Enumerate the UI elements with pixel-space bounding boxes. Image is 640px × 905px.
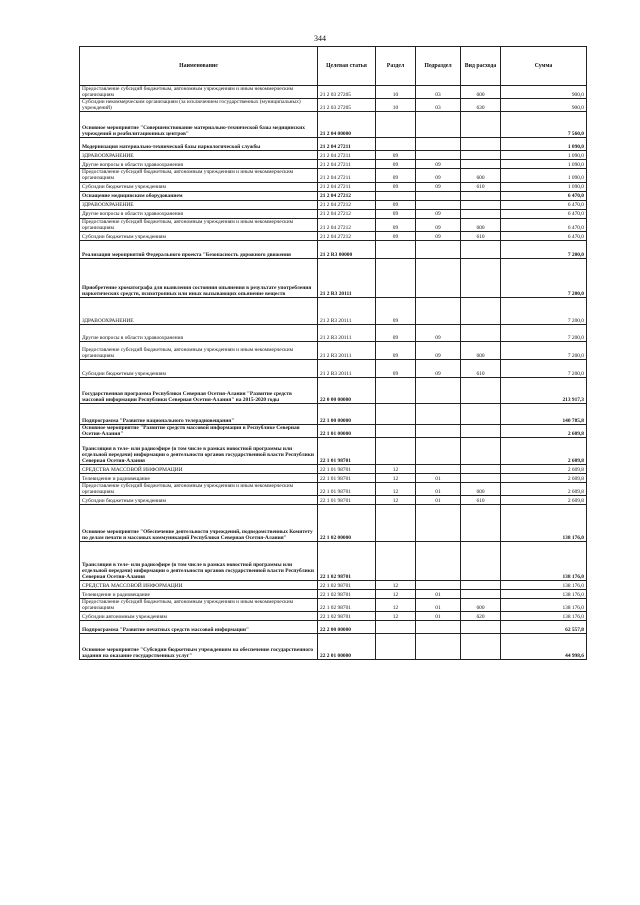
cell-expense-type — [461, 581, 501, 590]
cell-section — [376, 542, 416, 581]
cell-subsection: 09 — [416, 231, 461, 240]
cell-sum: 6 470,0 — [501, 200, 587, 209]
cell-target-article: 22 0 00 00000 — [318, 377, 376, 403]
table-row — [80, 138, 587, 151]
table-row — [80, 599, 587, 612]
cell-sum: 7 200,0 — [501, 258, 587, 297]
cell-name: Подпрограмма "Развитие печатных средств массовой информации" — [80, 621, 318, 634]
table-row — [80, 590, 587, 599]
cell-target-article: 21 2 R3 20111 — [318, 258, 376, 297]
cell-name: ЗДРАВООХРАНЕНИЕ — [80, 151, 318, 160]
cell-name: Телевидение и радиовещание — [80, 473, 318, 482]
table-row — [80, 324, 587, 341]
cell-target-article: 21 2 R3 20111 — [318, 341, 376, 359]
cell-target-article: 21 2 R3 20111 — [318, 359, 376, 377]
cell-name: Предоставление субсидий бюджетным, автономным учреждениям и иным некоммерческим организациям — [80, 86, 318, 99]
cell-section: 09 — [376, 209, 416, 218]
cell-section: 09 — [376, 341, 416, 359]
cell-name: Основное мероприятие "Обеспечение деятельности учреждений, подведомственных Комитету по делам печати и массовых коммуникаций Республики Северная Осетия-Алания" — [80, 505, 318, 542]
table-row — [80, 359, 587, 377]
cell-subsection — [416, 505, 461, 542]
cell-subsection — [416, 464, 461, 473]
cell-sum: 2 609,8 — [501, 496, 587, 505]
cell-section: 09 — [376, 169, 416, 182]
cell-section — [376, 138, 416, 151]
cell-sum: 140 785,8 — [501, 403, 587, 424]
table-row — [80, 377, 587, 403]
cell-name: Субсидии автономным учреждениям — [80, 612, 318, 621]
cell-section: 09 — [376, 151, 416, 160]
cell-subsection — [416, 191, 461, 200]
cell-name: Основное мероприятие "Развитие средств массовой информации в Республике Северная Осетия-Алания" — [80, 424, 318, 437]
cell-name: Субсидии бюджетным учреждениям — [80, 231, 318, 240]
cell-section: 09 — [376, 160, 416, 169]
cell-expense-type — [461, 464, 501, 473]
cell-section — [376, 112, 416, 138]
cell-subsection — [416, 581, 461, 590]
cell-target-article: 21 2 04 27211 — [318, 182, 376, 191]
cell-name: Предоставление субсидий бюджетным, автономным учреждениям и иным некоммерческим организациям — [80, 482, 318, 495]
table-row — [80, 99, 587, 112]
table-row — [80, 341, 587, 359]
cell-expense-type — [461, 437, 501, 464]
table-row — [80, 258, 587, 297]
table-row — [80, 403, 587, 424]
cell-section — [376, 424, 416, 437]
table-row — [80, 621, 587, 634]
cell-target-article: 21 2 04 27211 — [318, 160, 376, 169]
cell-sum: 6 470,0 — [501, 231, 587, 240]
table-row — [80, 151, 587, 160]
table-row — [80, 160, 587, 169]
cell-subsection: 09 — [416, 169, 461, 182]
table-row — [80, 464, 587, 473]
cell-expense-type — [461, 473, 501, 482]
cell-expense-type — [461, 324, 501, 341]
cell-section — [376, 258, 416, 297]
cell-expense-type — [461, 200, 501, 209]
cell-target-article: 21 2 04 27212 — [318, 218, 376, 231]
cell-section: 09 — [376, 297, 416, 324]
table-row — [80, 169, 587, 182]
cell-sum: 1 090,0 — [501, 151, 587, 160]
table-row — [80, 496, 587, 505]
cell-expense-type — [461, 377, 501, 403]
cell-target-article: 21 2 04 27212 — [318, 200, 376, 209]
cell-subsection: 09 — [416, 182, 461, 191]
cell-section — [376, 240, 416, 258]
cell-name: Субсидии бюджетным учреждениям — [80, 182, 318, 191]
table-body — [80, 86, 587, 660]
cell-target-article: 22 1 02 98701 — [318, 581, 376, 590]
cell-target-article: 21 2 04 27211 — [318, 151, 376, 160]
cell-sum: 2 609,8 — [501, 424, 587, 437]
cell-subsection: 01 — [416, 612, 461, 621]
cell-expense-type — [461, 191, 501, 200]
cell-expense-type: 600 — [461, 218, 501, 231]
cell-subsection — [416, 424, 461, 437]
cell-target-article: 21 2 04 27211 — [318, 169, 376, 182]
cell-subsection — [416, 634, 461, 660]
cell-sum: 7 200,0 — [501, 324, 587, 341]
cell-section: 09 — [376, 200, 416, 209]
cell-target-article: 21 2 03 27205 — [318, 99, 376, 112]
cell-target-article: 21 2 R3 00000 — [318, 240, 376, 258]
cell-sum: 1 090,0 — [501, 169, 587, 182]
cell-section: 09 — [376, 231, 416, 240]
table-row — [80, 200, 587, 209]
cell-expense-type: 610 — [461, 359, 501, 377]
table-row — [80, 218, 587, 231]
table-row — [80, 424, 587, 437]
page-number: 344 — [314, 34, 326, 43]
cell-name: Субсидии бюджетным учреждениям — [80, 496, 318, 505]
cell-name: Другие вопросы в области здравоохранения — [80, 160, 318, 169]
cell-subsection — [416, 200, 461, 209]
cell-subsection: 09 — [416, 359, 461, 377]
cell-subsection: 09 — [416, 209, 461, 218]
cell-section — [376, 634, 416, 660]
cell-section: 12 — [376, 581, 416, 590]
cell-target-article: 21 2 04 00000 — [318, 112, 376, 138]
table-row — [80, 209, 587, 218]
cell-section — [376, 437, 416, 464]
cell-name: Субсидии некоммерческим организациям (за исключением государственных (муниципальных) учреждений) — [80, 99, 318, 112]
cell-target-article: 22 1 02 98701 — [318, 612, 376, 621]
cell-subsection: 01 — [416, 590, 461, 599]
cell-subsection — [416, 258, 461, 297]
cell-name: Предоставление субсидий бюджетным, автономным учреждениям и иным некоммерческим организациям — [80, 599, 318, 612]
cell-expense-type — [461, 209, 501, 218]
cell-expense-type — [461, 634, 501, 660]
cell-expense-type: 600 — [461, 341, 501, 359]
cell-sum: 7 200,0 — [501, 297, 587, 324]
cell-expense-type — [461, 138, 501, 151]
cell-subsection: 01 — [416, 496, 461, 505]
cell-section: 12 — [376, 464, 416, 473]
table-row — [80, 297, 587, 324]
header-sum: Сумма — [501, 47, 587, 86]
cell-sum: 138 176,0 — [501, 612, 587, 621]
cell-expense-type: 610 — [461, 231, 501, 240]
cell-expense-type — [461, 424, 501, 437]
cell-subsection: 03 — [416, 99, 461, 112]
cell-target-article: 22 1 01 98701 — [318, 496, 376, 505]
cell-target-article: 21 2 R3 20111 — [318, 297, 376, 324]
cell-sum: 138 176,0 — [501, 581, 587, 590]
budget-table — [79, 46, 587, 660]
cell-sum: 138 176,0 — [501, 590, 587, 599]
cell-section: 12 — [376, 496, 416, 505]
cell-subsection — [416, 377, 461, 403]
cell-subsection: 09 — [416, 341, 461, 359]
cell-expense-type — [461, 112, 501, 138]
cell-expense-type — [461, 160, 501, 169]
cell-name: Оснащение медицинским оборудованием — [80, 191, 318, 200]
cell-expense-type — [461, 621, 501, 634]
cell-expense-type — [461, 151, 501, 160]
cell-sum: 1 090,0 — [501, 138, 587, 151]
cell-name: СРЕДСТВА МАССОВОЙ ИНФОРМАЦИИ — [80, 464, 318, 473]
cell-target-article: 21 2 04 27212 — [318, 209, 376, 218]
cell-subsection: 01 — [416, 599, 461, 612]
cell-target-article: 22 1 01 98701 — [318, 482, 376, 495]
cell-name: Государственная программа Республики Северная Осетия-Алания "Развитие средств массовой информации Республики Северная Осетия-Алания" на 2015-2020 годы — [80, 377, 318, 403]
cell-sum: 44 998,6 — [501, 634, 587, 660]
cell-section — [376, 403, 416, 424]
cell-target-article: 22 1 02 98701 — [318, 599, 376, 612]
cell-subsection — [416, 240, 461, 258]
header-name: Наименование — [80, 47, 318, 86]
cell-sum: 138 176,0 — [501, 505, 587, 542]
table-row — [80, 191, 587, 200]
table-row — [80, 182, 587, 191]
cell-target-article: 22 1 01 98701 — [318, 464, 376, 473]
cell-name: Предоставление субсидий бюджетным, автономным учреждениям и иным некоммерческим организациям — [80, 218, 318, 231]
cell-subsection — [416, 297, 461, 324]
table-row — [80, 581, 587, 590]
cell-target-article: 22 1 01 98701 — [318, 437, 376, 464]
table-row — [80, 612, 587, 621]
cell-expense-type: 600 — [461, 86, 501, 99]
cell-target-article: 22 1 02 98701 — [318, 542, 376, 581]
cell-name: Телевидение и радиовещание — [80, 590, 318, 599]
cell-name: ЗДРАВООХРАНЕНИЕ — [80, 297, 318, 324]
cell-sum: 138 176,0 — [501, 542, 587, 581]
table-row — [80, 86, 587, 99]
cell-subsection: 09 — [416, 218, 461, 231]
cell-name: Реализация мероприятий Федерального проекта "Безопасность дорожного движения — [80, 240, 318, 258]
cell-section: 10 — [376, 86, 416, 99]
cell-name: Приобретение хроматографа для выявления состояния опьянения в результате употребления наркотических средств, психотропных или иных вызывающих опьянение веществ — [80, 258, 318, 297]
cell-expense-type: 600 — [461, 599, 501, 612]
cell-subsection — [416, 151, 461, 160]
cell-expense-type — [461, 505, 501, 542]
table-row — [80, 482, 587, 495]
cell-name: Предоставление субсидий бюджетным, автономным учреждениям и иным некоммерческим организациям — [80, 341, 318, 359]
cell-target-article: 22 1 00 00000 — [318, 403, 376, 424]
cell-subsection: 01 — [416, 482, 461, 495]
cell-sum: 2 609,8 — [501, 437, 587, 464]
cell-expense-type — [461, 297, 501, 324]
cell-section: 09 — [376, 324, 416, 341]
header-section: Раздел — [376, 47, 416, 86]
cell-name: Другие вопросы в области здравоохранения — [80, 324, 318, 341]
header-target-article: Целевая статья — [318, 47, 376, 86]
cell-target-article: 22 2 01 00000 — [318, 634, 376, 660]
cell-expense-type — [461, 542, 501, 581]
cell-expense-type: 610 — [461, 182, 501, 191]
cell-name: Модернизация материально-технической базы наркологической службы — [80, 138, 318, 151]
cell-subsection: 09 — [416, 160, 461, 169]
header-subsection: Подраздел — [416, 47, 461, 86]
cell-subsection — [416, 437, 461, 464]
cell-section: 12 — [376, 482, 416, 495]
cell-section: 12 — [376, 612, 416, 621]
cell-sum: 7 200,0 — [501, 341, 587, 359]
cell-sum: 62 557,8 — [501, 621, 587, 634]
cell-section — [376, 377, 416, 403]
table-row — [80, 473, 587, 482]
cell-name: Другие вопросы в области здравоохранения — [80, 209, 318, 218]
cell-expense-type — [461, 240, 501, 258]
cell-expense-type: 610 — [461, 496, 501, 505]
cell-name: Субсидии бюджетным учреждениям — [80, 359, 318, 377]
cell-target-article: 21 2 04 27212 — [318, 191, 376, 200]
cell-sum: 1 090,0 — [501, 182, 587, 191]
cell-target-article: 22 1 02 98701 — [318, 590, 376, 599]
cell-section: 09 — [376, 359, 416, 377]
cell-name: СРЕДСТВА МАССОВОЙ ИНФОРМАЦИИ — [80, 581, 318, 590]
cell-expense-type: 600 — [461, 482, 501, 495]
cell-subsection — [416, 138, 461, 151]
cell-sum: 2 609,8 — [501, 482, 587, 495]
cell-subsection — [416, 621, 461, 634]
cell-name: Трансляция в теле- или радиоэфире (в том числе в рамках новостной программы или отдельной передачи) информации о деятельности органов государственной власти Республики Северная Осетия-Алания — [80, 437, 318, 464]
table-row — [80, 231, 587, 240]
cell-expense-type: 600 — [461, 169, 501, 182]
cell-target-article: 22 2 00 00000 — [318, 621, 376, 634]
cell-section — [376, 505, 416, 542]
cell-sum: 6 470,0 — [501, 191, 587, 200]
cell-subsection — [416, 112, 461, 138]
cell-name: ЗДРАВООХРАНЕНИЕ — [80, 200, 318, 209]
cell-expense-type: 630 — [461, 99, 501, 112]
cell-target-article: 22 1 02 00000 — [318, 505, 376, 542]
cell-section: 12 — [376, 473, 416, 482]
table-row — [80, 112, 587, 138]
cell-section — [376, 191, 416, 200]
cell-sum: 6 470,0 — [501, 218, 587, 231]
cell-target-article: 21 2 04 27211 — [318, 138, 376, 151]
cell-expense-type — [461, 403, 501, 424]
cell-subsection — [416, 403, 461, 424]
cell-section: 09 — [376, 218, 416, 231]
cell-subsection: 03 — [416, 86, 461, 99]
cell-subsection: 09 — [416, 324, 461, 341]
cell-name: Основное мероприятие "Совершенствование материально-технической базы медицинских учреждений и реабилитационных центров" — [80, 112, 318, 138]
table-row — [80, 634, 587, 660]
cell-sum: 900,0 — [501, 99, 587, 112]
header-expense-type: Вид расхода — [461, 47, 501, 86]
cell-target-article: 22 1 01 00000 — [318, 424, 376, 437]
cell-section: 09 — [376, 182, 416, 191]
table-row — [80, 437, 587, 464]
cell-name: Трансляция в теле- или радиоэфире (в том числе в рамках новостной программы или отдельной передачи) информации о деятельности органов государственной власти Республики Северная Осетия-Алания — [80, 542, 318, 581]
cell-sum: 2 609,8 — [501, 464, 587, 473]
cell-section: 12 — [376, 590, 416, 599]
cell-sum: 7 200,0 — [501, 359, 587, 377]
cell-sum: 7 560,0 — [501, 112, 587, 138]
cell-subsection — [416, 542, 461, 581]
cell-name: Основное мероприятие "Субсидии бюджетным учреждениям на обеспечение государственного задания на оказание государственных услуг" — [80, 634, 318, 660]
cell-subsection: 01 — [416, 473, 461, 482]
cell-name: Подпрограмма "Развитие национального телерадиовещания" — [80, 403, 318, 424]
cell-sum: 7 200,0 — [501, 240, 587, 258]
table-row — [80, 542, 587, 581]
cell-sum: 900,0 — [501, 86, 587, 99]
cell-target-article: 21 2 04 27212 — [318, 231, 376, 240]
table-row — [80, 505, 587, 542]
cell-sum: 6 470,0 — [501, 209, 587, 218]
cell-section: 10 — [376, 99, 416, 112]
cell-name: Предоставление субсидий бюджетным, автономным учреждениям и иным некоммерческим организациям — [80, 169, 318, 182]
cell-expense-type: 620 — [461, 612, 501, 621]
cell-section: 12 — [376, 599, 416, 612]
cell-sum: 138 176,0 — [501, 599, 587, 612]
cell-target-article: 21 2 R3 20111 — [318, 324, 376, 341]
cell-expense-type — [461, 258, 501, 297]
cell-expense-type — [461, 590, 501, 599]
cell-sum: 1 090,0 — [501, 160, 587, 169]
cell-sum: 2 609,8 — [501, 473, 587, 482]
table-row — [80, 240, 587, 258]
table-header-row — [80, 47, 587, 86]
cell-target-article: 21 2 03 27205 — [318, 86, 376, 99]
cell-sum: 213 917,3 — [501, 377, 587, 403]
cell-section — [376, 621, 416, 634]
cell-target-article: 22 1 01 98701 — [318, 473, 376, 482]
